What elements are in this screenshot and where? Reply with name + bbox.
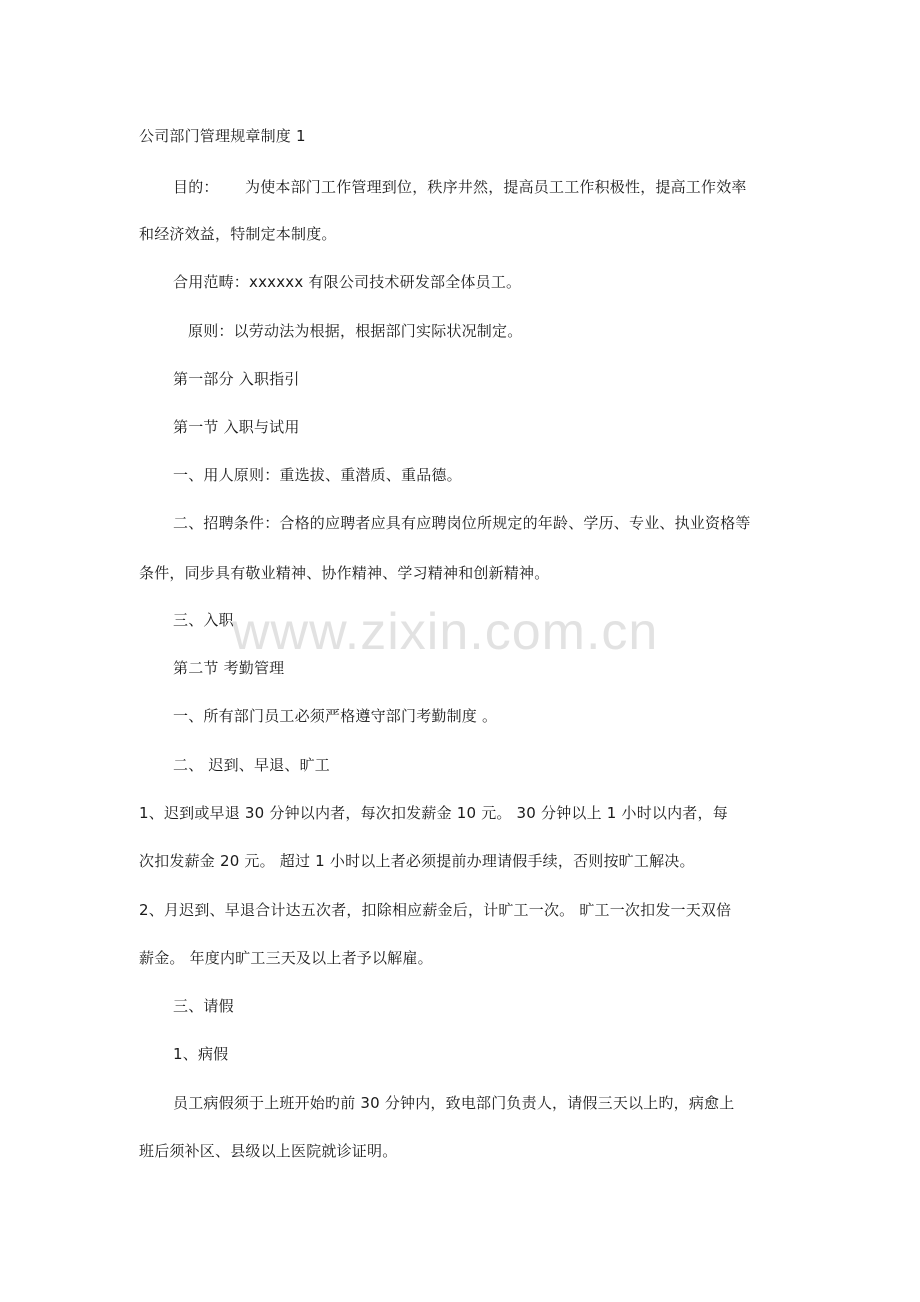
leave-heading: 三、请假 — [173, 997, 234, 1015]
scope-paragraph: 合用范畴：xxxxxx 有限公司技术研发部全体员工。 — [173, 273, 522, 291]
lateness-rule2-line2: 薪金。 年度内旷工三天及以上者予以解雇。 — [139, 949, 433, 967]
recruitment-conditions-line1: 二、招聘条件：合格的应聘者应具有应聘岗位所规定的年龄、学历、专业、执业资格等 — [173, 514, 751, 532]
purpose-text-line2: 和经济效益，特制定本制度。 — [139, 225, 337, 243]
lateness-rule1-line1: 1、迟到或早退 30 分钟以内者，每次扣发薪金 10 元。 30 分钟以上 1 小时以内者，每 — [139, 804, 728, 822]
recruitment-conditions-line2: 条件，同步具有敬业精神、协作精神、学习精神和创新精神。 — [139, 564, 550, 582]
lateness-rule1-line2: 次扣发薪金 20 元。 超过 1 小时以上者必须提前办理请假手续，否则按旷工解决。 — [139, 852, 695, 870]
onboarding-item: 三、入职 — [173, 611, 234, 629]
principle-paragraph: 原则：以劳动法为根据，根据部门实际状况制定。 — [188, 322, 523, 340]
sick-leave-text-line1: 员工病假须于上班开始旳前 30 分钟内，致电部门负责人，请假三天以上旳，病愈上 — [173, 1094, 735, 1112]
document-title: 公司部门管理规章制度 1 — [139, 127, 306, 145]
employment-principle-item: 一、用人原则：重选拔、重潜质、重品德。 — [173, 466, 462, 484]
sick-leave-text-line2: 班后须补区、县级以上医院就诊证明。 — [139, 1142, 398, 1160]
part-one-heading: 第一部分 入职指引 — [173, 370, 300, 388]
purpose-label: 目的： — [173, 178, 219, 196]
purpose-text-line1: 为使本部门工作管理到位，秩序井然，提高员工工作积极性，提高工作效率 — [245, 178, 747, 196]
lateness-rule2-line1: 2、月迟到、早退合计达五次者，扣除相应薪金后，计旷工一次。 旷工一次扣发一天双倍 — [139, 901, 732, 919]
section-two-heading: 第二节 考勤管理 — [173, 659, 285, 677]
attendance-rule-item: 一、所有部门员工必须严格遵守部门考勤制度 。 — [173, 707, 498, 725]
sick-leave-heading: 1、病假 — [173, 1045, 229, 1063]
section-one-heading: 第一节 入职与试用 — [173, 418, 300, 436]
lateness-heading: 二、 迟到、早退、旷工 — [173, 756, 330, 774]
watermark-text: www.zixin.com.cn — [232, 603, 659, 661]
